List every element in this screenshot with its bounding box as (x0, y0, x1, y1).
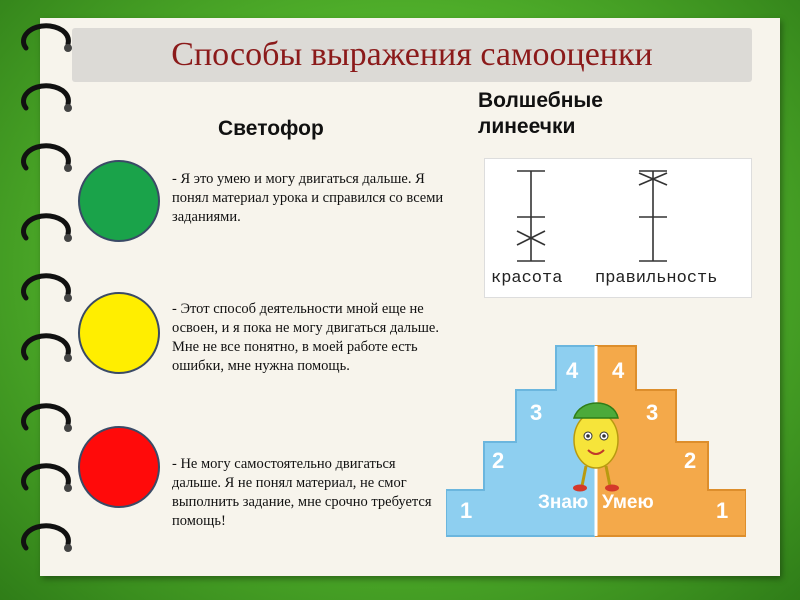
page-title: Способы выражения самооценки (171, 36, 653, 73)
ruler-caption-pravilnost: правильность (595, 269, 718, 288)
green-description: - Я это умею и могу двигаться дальше. Я понял материал урока и справился со всеми заданиями. (172, 171, 444, 225)
traffic-light-yellow (78, 292, 160, 374)
left-step-1: 1 (460, 498, 473, 523)
left-step-2: 2 (492, 448, 505, 473)
magic-rulers-image (484, 158, 752, 298)
stairs-label-umeyu: Умею (602, 492, 654, 513)
spiral-rings (4, 0, 84, 600)
knowledge-stairs (446, 340, 746, 540)
traffic-light-red (78, 426, 160, 508)
left-step-4: 4 (566, 358, 579, 383)
stairs-drawing (446, 340, 746, 540)
stairs-label-znayu: Знаю (538, 492, 589, 513)
ruler-caption-krasota: красота (491, 269, 563, 288)
red-description: - Не могу самостоятельно двигаться дальше. Я не понял материал, не смог выполнить задание, мне срочно требуется помощь! (172, 456, 432, 529)
traffic-light-green (78, 160, 160, 242)
magic-rulers-heading (478, 88, 668, 140)
yellow-description: - Этот способ деятельности мной еще не освоен, и я пока не могу двигаться дальше. Мне не все понятно, в моей работе есть ошибки, мне нужна помощь. (172, 301, 439, 374)
right-step-4: 4 (612, 358, 625, 383)
svetofor-heading: Светофор (218, 117, 324, 140)
right-step-2: 2 (684, 448, 697, 473)
right-step-3: 3 (646, 400, 659, 425)
spiral-ring (23, 26, 68, 548)
left-step-3: 3 (530, 400, 543, 425)
title-bar (72, 28, 752, 82)
right-step-1: 1 (716, 498, 729, 523)
magic-rulers-heading-text: Волшебные линеечки (478, 89, 603, 138)
